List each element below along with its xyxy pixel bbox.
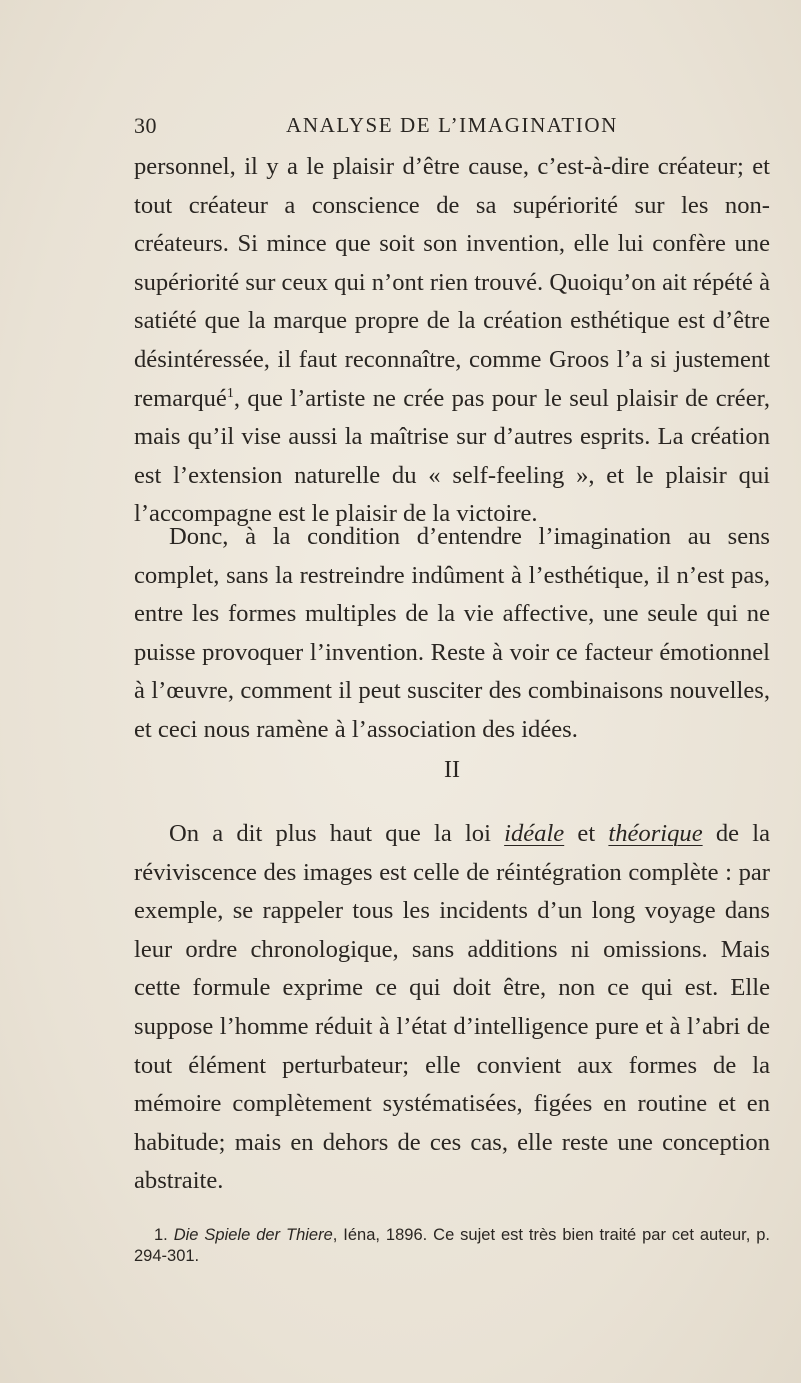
paragraph-3-text-c: de la réviviscence des images est celle de réintégration complète : par exemple, se rappeler tous les incidents d’un long voyage dans leur ordre chronologique, sans additions ni omissions. Mais cette formule exprime ce qui doit être, non ce qui est. Elle suppose l’homme réduit à l’état d’intelligence pure et à l’abri de tout élément perturbateur; elle convient aux formes de la mémoire complètement systématisées, figées en routine et en habitude; mais en dehors de ces cas, elle reste une conception abstraite. (134, 820, 771, 1195)
paragraph-3 (134, 815, 770, 1201)
footnote (134, 1225, 770, 1267)
emphasis-theorique: théorique (608, 820, 703, 847)
section-heading: II (444, 757, 460, 783)
footnote-number: 1. (154, 1226, 168, 1244)
paragraph-3-text-a: On a dit plus haut que la loi (169, 820, 505, 847)
page-number: 30 (134, 113, 157, 138)
footnote-reference: 1 (226, 385, 234, 401)
emphasis-ideale: idéale (504, 820, 565, 847)
paragraph-3-text-b: et (564, 820, 609, 847)
footnote-text: , Iéna, 1896. Ce sujet est très bien traité par cet auteur, p. 294-301. (134, 1226, 770, 1265)
paragraph-2: Donc, à la condition d’entendre l’imagination au sens complet, sans la restreindre indûment à l’esthétique, il n’est pas, entre les formes multiples de la vie affective, une seule qui ne puisse provoquer l’invention. Reste à voir ce facteur émotionnel à l’œuvre, comment il peut susciter des combinaisons nouvelles, et ceci nous ramène à l’association des idées. (134, 523, 770, 743)
running-title: ANALYSE DE L’IMAGINATION (286, 113, 618, 137)
paragraph-1-continuation: , que l’artiste ne crée pas pour le seul plaisir de créer, mais qu’il vise aussi la maîtrise sur d’autres esprits. La création est l’extension naturelle du « self-feeling », et le plaisir qui l’accompagne est le plaisir de la victoire. (134, 384, 770, 528)
page-header (134, 113, 770, 147)
paragraph-1-text: personnel, il y a le plaisir d’être cause, c’est-à-dire créateur; et tout créateur a conscience de sa supériorité sur les non-créateurs. Si mince que soit son invention, elle lui confère une supériorité sur ceux qui n’ont rien trouvé. Quoiqu’on ait répété à satiété que la marque propre de la création esthétique est d’être désintéressée, il faut reconnaître, comme Groos l’a si justement remarqué (134, 153, 770, 412)
footnote-book-title: Die Spiele der Thiere (173, 1226, 333, 1244)
paragraph-1 (134, 148, 770, 534)
